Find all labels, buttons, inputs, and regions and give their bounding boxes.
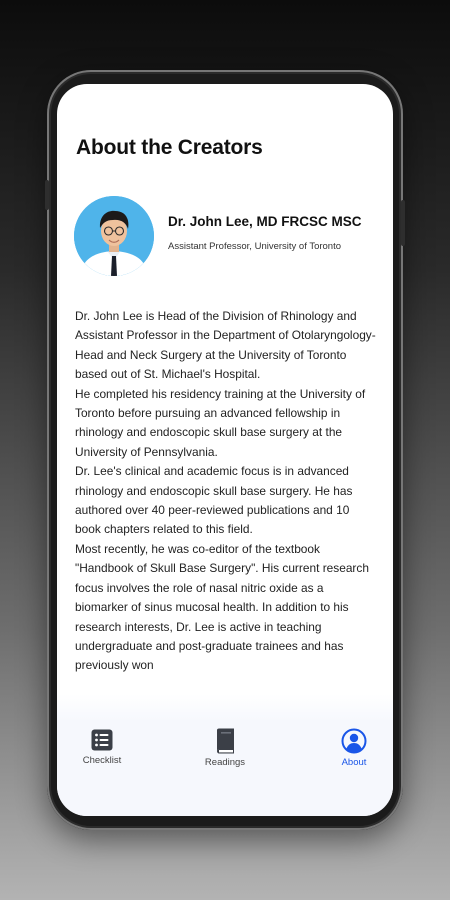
tab-checklist[interactable] (57, 728, 147, 778)
app-screen (57, 84, 393, 816)
person-icon (341, 728, 367, 754)
creator-name: Dr. John Lee, MD FRCSC MSC (168, 214, 362, 229)
bio-paragraph: He completed his residency training at the University of Toronto before pursuing an advanced fellowship in rhinology and endoscopic skull base surgery at the University of Pennsylvania. (75, 386, 366, 459)
bio-paragraph: Dr. John Lee is Head of the Division of Rhinology and Assistant Professor in the Department of Otolaryngology-Head and Neck Surgery at the University of Toronto based out of St. Michael's Hospital. (75, 309, 376, 382)
creator-bio (75, 307, 378, 719)
tab-label: Readings (204, 757, 246, 768)
bottom-tab-bar (57, 720, 393, 816)
book-icon (213, 728, 237, 754)
tab-readings[interactable] (180, 728, 270, 778)
page-title: About the Creators (76, 136, 263, 159)
avatar (74, 196, 154, 276)
creator-role: Assistant Professor, University of Toronto (168, 241, 342, 252)
phone-volume-button (45, 180, 49, 210)
tab-label: About (341, 757, 367, 768)
bio-paragraph: Dr. Lee's clinical and academic focus is in advanced rhinology and endoscopic skull base surgery. He has authored over 40 peer-reviewed publications and 10 book chapters related to this field. (75, 464, 353, 537)
tab-label: Checklist (82, 755, 122, 766)
checklist-icon (90, 728, 114, 752)
tab-about[interactable] (309, 728, 393, 778)
scroll-fade (57, 694, 393, 722)
phone-side-button (401, 200, 405, 246)
bio-paragraph: Most recently, he was co-editor of the textbook "Handbook of Skull Base Surgery". His current research focus involves the role of nasal nitric oxide as a biomarker of sinus mucosal health. In addition to his research interests, Dr. Lee is active in teaching undergraduate and post-graduate trainees and has previously won (75, 541, 369, 673)
